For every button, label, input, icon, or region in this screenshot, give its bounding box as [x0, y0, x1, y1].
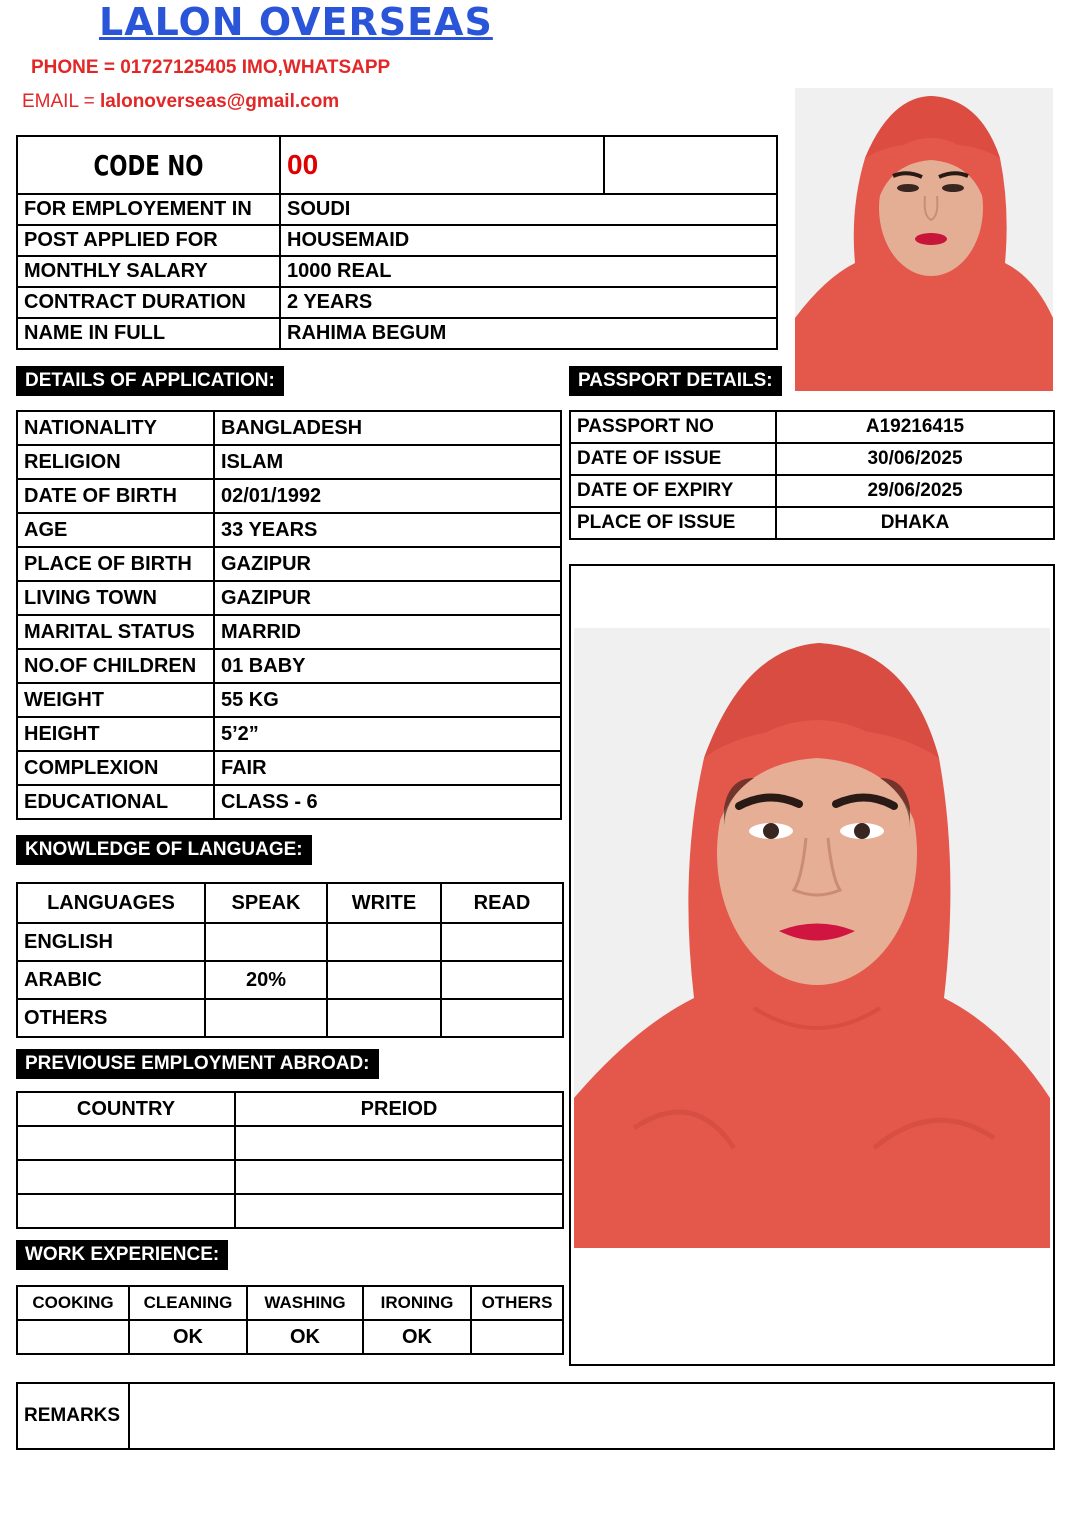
period-cell — [235, 1126, 563, 1160]
country-cell — [17, 1194, 235, 1228]
previous-section-title: PREVIOUSE EMPLOYMENT ABROAD: — [16, 1049, 379, 1079]
read-cell — [441, 961, 563, 999]
write-cell — [327, 923, 441, 961]
period-cell — [235, 1160, 563, 1194]
field-label: AGE — [17, 513, 214, 547]
table-row — [17, 287, 777, 318]
details-section-title: DETAILS OF APPLICATION: — [16, 366, 284, 396]
field-value: GAZIPUR — [214, 581, 561, 615]
field-label: DATE OF ISSUE — [570, 443, 776, 475]
field-value: 55 KG — [214, 683, 561, 717]
table-header-row — [17, 1092, 563, 1126]
code-label-cell — [17, 136, 280, 194]
column-header: WASHING — [247, 1286, 363, 1320]
write-cell — [327, 999, 441, 1037]
table-row — [17, 581, 561, 615]
table-header-row — [17, 883, 563, 923]
table-row — [570, 411, 1054, 443]
code-label: CODE NO — [93, 148, 204, 182]
applicant-photo-small — [795, 88, 1053, 391]
field-value: MARRID — [214, 615, 561, 649]
table-row — [570, 443, 1054, 475]
language-name: ENGLISH — [17, 923, 205, 961]
speak-cell: 20% — [205, 961, 327, 999]
field-label: PLACE OF BIRTH — [17, 547, 214, 581]
field-value: SOUDI — [280, 194, 777, 225]
column-header: COOKING — [17, 1286, 129, 1320]
field-label: NO.OF CHILDREN — [17, 649, 214, 683]
field-value: 33 YEARS — [214, 513, 561, 547]
write-cell — [327, 961, 441, 999]
field-label: HEIGHT — [17, 717, 214, 751]
code-empty-cell — [604, 136, 777, 194]
skill-value: OK — [247, 1320, 363, 1354]
field-value: FAIR — [214, 751, 561, 785]
field-value: HOUSEMAID — [280, 225, 777, 256]
email-address[interactable]: lalonoverseas@gmail.com — [99, 91, 340, 112]
table-row — [17, 513, 561, 547]
field-value: RAHIMA BEGUM — [280, 318, 777, 349]
field-label: POST APPLIED FOR — [17, 225, 280, 256]
field-label: CONTRACT DURATION — [17, 287, 280, 318]
email-label: EMAIL = — [22, 91, 100, 112]
previous-employment-table — [16, 1091, 564, 1229]
field-label: FOR EMPLOYEMENT IN — [17, 194, 280, 225]
field-label: DATE OF BIRTH — [17, 479, 214, 513]
field-value: 29/06/2025 — [776, 475, 1054, 507]
table-row — [17, 999, 563, 1037]
field-label: EDUCATIONAL — [17, 785, 214, 819]
column-header: IRONING — [363, 1286, 471, 1320]
period-cell — [235, 1194, 563, 1228]
field-label: PLACE OF ISSUE — [570, 507, 776, 539]
table-row — [17, 923, 563, 961]
table-row — [17, 615, 561, 649]
remarks-table — [16, 1382, 1055, 1450]
applicant-photo-large — [574, 628, 1050, 1248]
column-header: OTHERS — [471, 1286, 563, 1320]
field-label: DATE OF EXPIRY — [570, 475, 776, 507]
field-label: MONTHLY SALARY — [17, 256, 280, 287]
field-value: CLASS - 6 — [214, 785, 561, 819]
field-value: 01 BABY — [214, 649, 561, 683]
table-row — [17, 1383, 1054, 1449]
table-row — [17, 547, 561, 581]
field-label: NATIONALITY — [17, 411, 214, 445]
table-row — [17, 649, 561, 683]
remarks-label: REMARKS — [17, 1383, 129, 1449]
field-value: DHAKA — [776, 507, 1054, 539]
table-row — [17, 751, 561, 785]
table-row — [17, 445, 561, 479]
remarks-value — [129, 1383, 1054, 1449]
code-value: 00 — [280, 136, 604, 194]
table-row — [570, 475, 1054, 507]
table-row — [17, 961, 563, 999]
table-row — [17, 1126, 563, 1160]
field-label: RELIGION — [17, 445, 214, 479]
field-value: 30/06/2025 — [776, 443, 1054, 475]
passport-table — [569, 410, 1055, 540]
field-value: BANGLADESH — [214, 411, 561, 445]
table-row — [570, 507, 1054, 539]
country-cell — [17, 1160, 235, 1194]
field-label: PASSPORT NO — [570, 411, 776, 443]
skill-value — [471, 1320, 563, 1354]
company-name: LALON OVERSEAS — [99, 0, 493, 44]
field-label: MARITAL STATUS — [17, 615, 214, 649]
work-experience-table — [16, 1285, 564, 1355]
email-line — [22, 91, 339, 113]
phone-line: PHONE = 01727125405 IMO,WHATSAPP — [31, 57, 391, 78]
portrait-large-svg — [574, 628, 1050, 1248]
work-section-title: WORK EXPERIENCE: — [16, 1240, 228, 1270]
table-row — [17, 1320, 563, 1354]
speak-cell — [205, 923, 327, 961]
field-value: ISLAM — [214, 445, 561, 479]
code-table — [16, 135, 778, 350]
skill-value: OK — [363, 1320, 471, 1354]
table-row — [17, 479, 561, 513]
country-cell — [17, 1126, 235, 1160]
speak-cell — [205, 999, 327, 1037]
field-label: WEIGHT — [17, 683, 214, 717]
column-header: SPEAK — [205, 883, 327, 923]
column-header: COUNTRY — [17, 1092, 235, 1126]
details-table — [16, 410, 562, 820]
column-header: READ — [441, 883, 563, 923]
table-row — [17, 225, 777, 256]
language-section-title: KNOWLEDGE OF LANGUAGE: — [16, 835, 312, 865]
field-label: NAME IN FULL — [17, 318, 280, 349]
table-row — [17, 683, 561, 717]
field-value: 1000 REAL — [280, 256, 777, 287]
field-value: 2 YEARS — [280, 287, 777, 318]
language-table — [16, 882, 564, 1038]
field-label: LIVING TOWN — [17, 581, 214, 615]
field-value: GAZIPUR — [214, 547, 561, 581]
table-header-row — [17, 1286, 563, 1320]
table-row — [17, 785, 561, 819]
field-label: COMPLEXION — [17, 751, 214, 785]
table-row — [17, 318, 777, 349]
read-cell — [441, 999, 563, 1037]
language-name: ARABIC — [17, 961, 205, 999]
table-row — [17, 717, 561, 751]
table-row — [17, 1160, 563, 1194]
table-row — [17, 194, 777, 225]
column-header: CLEANING — [129, 1286, 247, 1320]
read-cell — [441, 923, 563, 961]
table-row — [17, 411, 561, 445]
column-header: WRITE — [327, 883, 441, 923]
field-value: A19216415 — [776, 411, 1054, 443]
table-row — [17, 1194, 563, 1228]
table-row — [17, 256, 777, 287]
language-name: OTHERS — [17, 999, 205, 1037]
code-row — [17, 136, 777, 194]
portrait-small-svg — [795, 88, 1053, 391]
field-value: 02/01/1992 — [214, 479, 561, 513]
column-header: LANGUAGES — [17, 883, 205, 923]
passport-section-title: PASSPORT DETAILS: — [569, 366, 782, 396]
column-header: PREIOD — [235, 1092, 563, 1126]
skill-value: OK — [129, 1320, 247, 1354]
skill-value — [17, 1320, 129, 1354]
field-value: 5’2” — [214, 717, 561, 751]
